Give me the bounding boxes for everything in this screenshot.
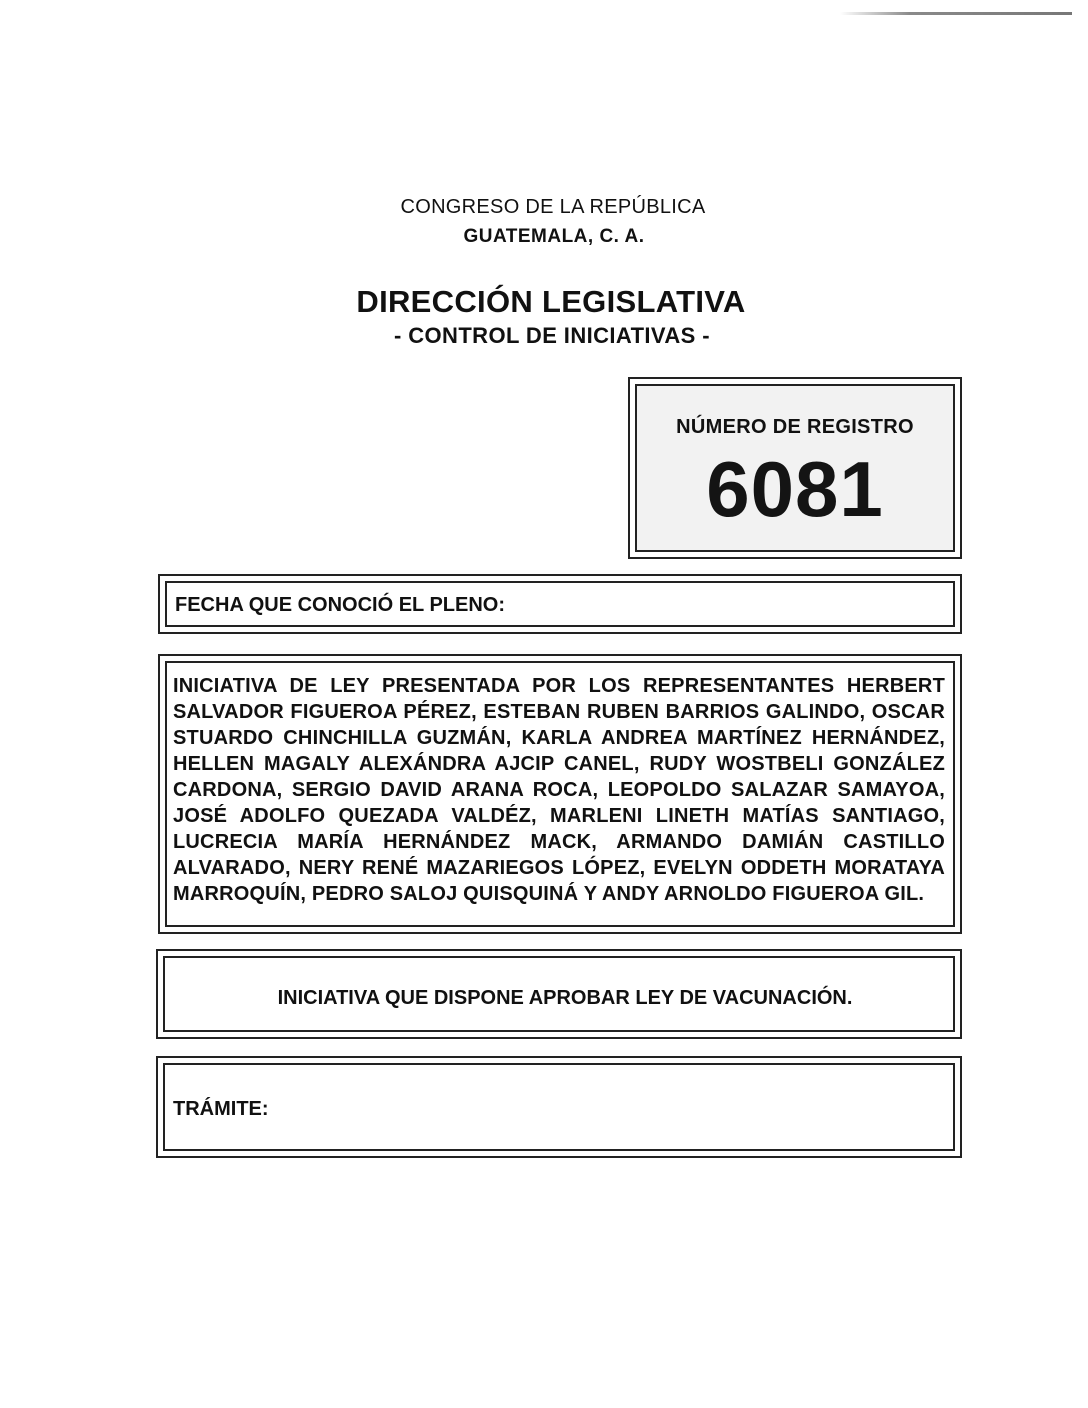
registry-box-inner <box>635 384 955 552</box>
plenary-date-box-inner <box>165 581 955 627</box>
procedure-box-inner <box>163 1063 955 1151</box>
country-name: GUATEMALA, C. A. <box>463 226 645 247</box>
procedure-box <box>156 1056 962 1158</box>
subdepartment-title: - CONTROL DE INICIATIVAS - <box>394 323 710 348</box>
registry-box <box>628 377 962 559</box>
scan-edge-mark <box>840 12 1072 15</box>
registry-number: 6081 <box>706 445 884 533</box>
initiative-subject: INICIATIVA QUE DISPONE APROBAR LEY DE VACUNACIÓN. <box>277 987 853 1009</box>
initiative-subject-box <box>156 949 962 1039</box>
initiative-subject-box-inner <box>163 956 955 1032</box>
plenary-date-label: FECHA QUE CONOCIÓ EL PLENO: <box>175 594 506 616</box>
institution-name: CONGRESO DE LA REPÚBLICA <box>400 196 706 218</box>
plenary-date-box <box>158 574 962 634</box>
initiative-description: INICIATIVA DE LEY PRESENTADA POR LOS REPRESENTANTES HERBERT SALVADOR FIGUEROA PÉREZ, ESTEBAN RUBEN BARRIOS GALINDO, OSCAR STUARDO CHINCHILLA GUZMÁN, KARLA ANDREA MARTÍNEZ HERNÁNDEZ, HELLEN MAGALY ALEXÁNDRA AJCIP CANEL, RUDY WOSTBELI GONZÁLEZ CARDONA, SERGIO DAVID ARANA ROCA, LEOPOLDO SALAZAR SAMAYOA, JOSÉ ADOLFO QUEZADA VALDÉZ, MARLENI LINETH MATÍAS SANTIAGO, LUCRECIA MARÍA HERNÁNDEZ MACK, ARMANDO DAMIÁN CASTILLO ALVARADO, NERY RENÉ MAZARIEGOS LÓPEZ, EVELYN ODDETH MORATAYA MARROQUÍN, PEDRO SALOJ QUISQUINÁ Y ANDY ARNOLDO FIGUEROA GIL. <box>173 675 945 905</box>
procedure-label: TRÁMITE: <box>173 1098 269 1120</box>
initiative-description-box-inner <box>165 661 955 927</box>
department-title: DIRECCIÓN LEGISLATIVA <box>356 284 746 319</box>
registry-label: NÚMERO DE REGISTRO <box>676 416 914 438</box>
initiative-description-box <box>158 654 962 934</box>
